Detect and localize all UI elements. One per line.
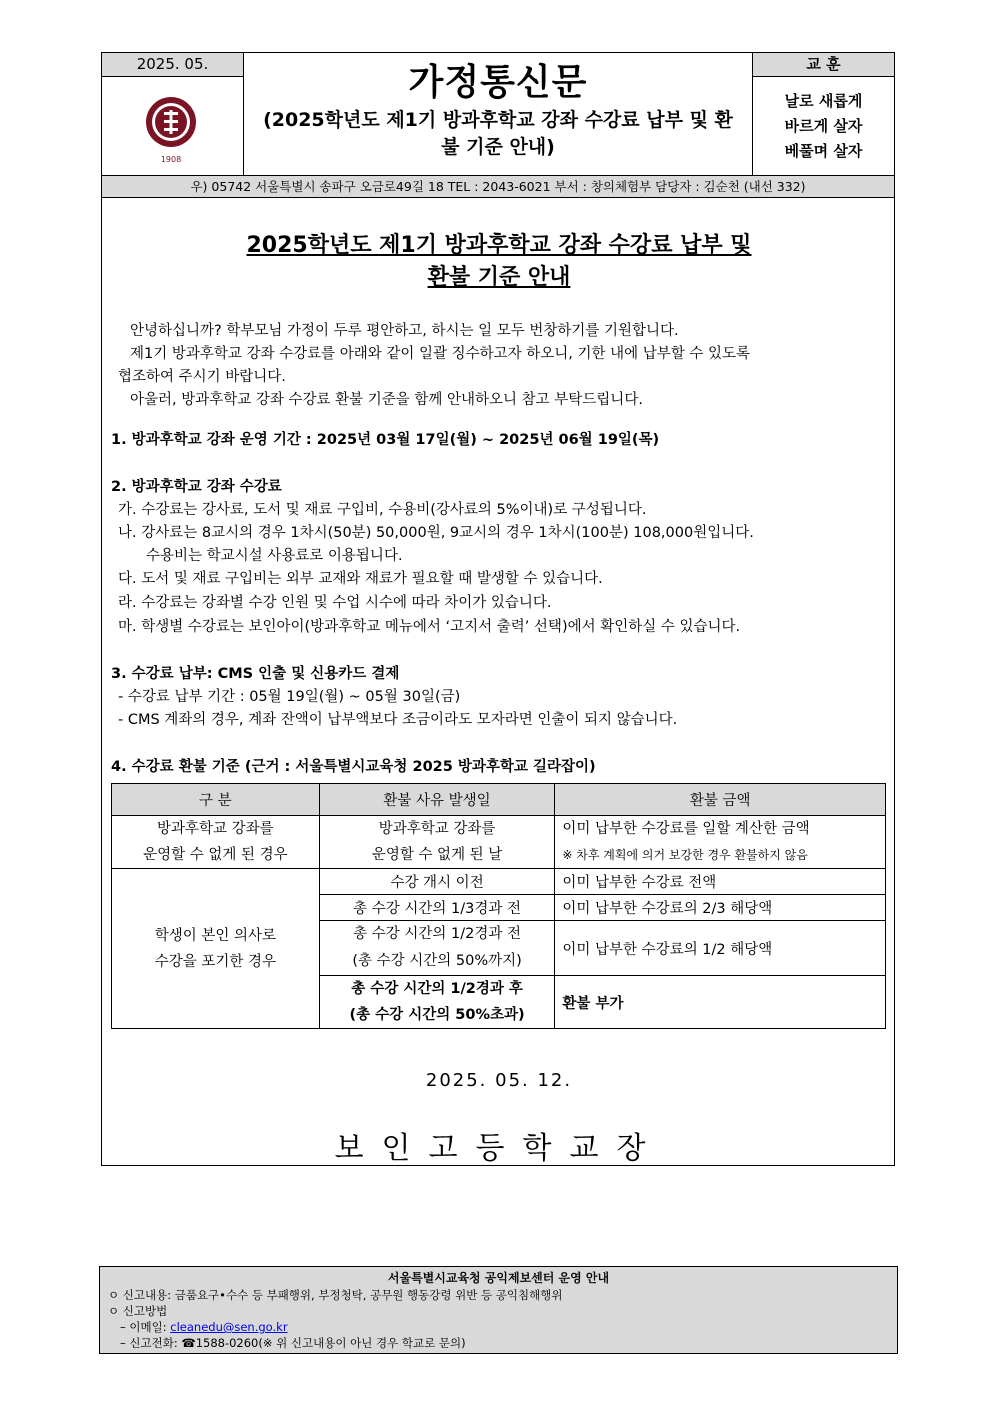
refund-criteria-table [111,783,886,1029]
email-link[interactable]: cleanedu@sen.go.kr [170,1320,288,1334]
notice-line: ㅇ 신고내용: 금품요구•수수 등 부패행위, 부정청탁, 공무원 행동강령 위반 등 공익침해행위 [108,1288,563,1302]
school-emblem [102,77,244,175]
intro-line: 협조하여 주시기 바랍니다. [118,369,286,385]
document-title-line2: 환불 기준 안내 [427,265,571,290]
notice-phone-line: – 신고전화: ☎1588-0260(※ 위 신고내용이 아닌 경우 학교로 문의) [120,1336,466,1350]
notice-line: ㅇ 신고방법 [108,1304,168,1318]
section-3-item: - 수강료 납부 기간 : 05월 19일(월) ~ 05월 30일(금) [118,689,461,705]
section-1-period: 1. 방과후학교 강좌 운영 기간 : 2025년 03월 17일(월) ~ 2025년 06월 19일(목) [111,432,660,448]
table-header: 구 분 [112,784,320,816]
intro-line: 아울러, 방과후학교 강좌 수강료 환불 기준을 함께 안내하오니 참고 부탁드립니다. [130,392,643,408]
table-header: 환불 사유 발생일 [319,784,555,816]
motto-line: 베풀며 살자 [784,142,863,160]
table-header: 환불 금액 [555,784,886,816]
amount-cell: 이미 납부한 수강료를 일할 계산한 금액 ※ 차후 계획에 의거 보강한 경우 환불하지 않음 [555,816,886,869]
category-cell: 학생이 본인 의사로 수강을 포기한 경우 [112,869,320,1029]
letter-body [101,198,895,1166]
section-2-item: 다. 도서 및 재료 구입비는 외부 교재와 재료가 필요할 때 발생할 수 있습니다. [118,571,603,587]
amount-note: ※ 차후 계획에 의거 보강한 경우 환불하지 않음 [562,848,808,862]
intro-line: 안녕하십니까? 학부모님 가정이 두루 평안하고, 하시는 일 모두 번창하기를 기원합니다. [130,323,679,339]
document-title-line1: 2025학년도 제1기 방과후학교 강좌 수강료 납부 및 [246,233,752,258]
amount-cell: 환불 부가 [555,976,886,1029]
letter-header [101,52,895,176]
school-emblem-icon [102,77,242,175]
reason-cell: 총 수강 시간의 1/2경과 후 (총 수강 시간의 50%초과) [319,976,555,1029]
table-header-row [112,784,886,816]
section-4-title: 4. 수강료 환불 기준 (근거 : 서울특별시교육청 2025 방과후학교 길라잡이) [111,759,596,775]
section-2-item: 가. 수강료는 강사료, 도서 및 재료 구입비, 수용비(강사료의 5%이내)로 구성됩니다. [118,502,647,518]
section-2-item: 마. 학생별 수강료는 보인아이(방과후학교 메뉴에서 ‘고지서 출력’ 선택)에서 확인하실 수 있습니다. [118,619,741,635]
amount-cell: 이미 납부한 수강료의 2/3 해당액 [555,895,886,921]
section-2-item: 수용비는 학교시설 사용료로 이용됩니다. [146,548,403,564]
motto-block [752,77,894,175]
amount-cell: 이미 납부한 수강료 전액 [555,869,886,895]
principal-signature: 보인고등학교장 [334,1131,664,1166]
header-title-block [244,53,752,175]
reason-cell: 수강 개시 이전 [319,869,555,895]
table-row [112,869,886,895]
notice-email-line: – 이메일: cleanedu@sen.go.kr [120,1320,288,1334]
signature-date: 2025. 05. 12. [425,1070,573,1091]
section-2-title: 2. 방과후학교 강좌 수강료 [111,479,282,495]
newsletter-title: 가정통신문 [408,62,588,103]
motto-line: 날로 새롭게 [784,92,863,110]
section-2-item: 나. 강사료는 8교시의 경우 1차시(50분) 50,000원, 9교시의 경우 1차시(100분) 108,000원입니다. [118,525,754,541]
emblem-year: 1908 [160,155,182,164]
notice-title: 서울특별시교육청 공익제보센터 운영 안내 [387,1271,610,1285]
intro-line: 제1기 방과후학교 강좌 수강료를 아래와 같이 일괄 징수하고자 하오니, 기한 내에 납부할 수 있도록 [130,346,751,362]
category-cell: 방과후학교 강좌를 운영할 수 없게 된 경우 [112,816,320,869]
motto-line: 바르게 살자 [784,117,863,135]
newsletter-subtitle: (2025학년도 제1기 방과후학교 강좌 수강료 납부 및 환불 기준 안내) [263,109,733,158]
motto-label: 교 훈 [752,53,894,77]
document-title [102,230,896,294]
reason-cell: 총 수강 시간의 1/2경과 전 (총 수강 시간의 50%까지) [319,921,555,976]
whistleblower-notice [99,1266,898,1354]
section-3-title: 3. 수강료 납부: CMS 인출 및 신용카드 결제 [111,666,400,682]
amount-cell: 이미 납부한 수강료의 1/2 해당액 [555,921,886,976]
section-2-item: 라. 수강료는 강좌별 수강 인원 및 수업 시수에 따라 차이가 있습니다. [118,595,552,611]
issue-date: 2025. 05. [102,53,244,77]
address-bar: 우) 05742 서울특별시 송파구 오금로49길 18 TEL : 2043-6021 부서 : 창의체험부 담당자 : 김순천 (내선 332) [101,176,895,198]
reason-cell: 방과후학교 강좌를 운영할 수 없게 된 날 [319,816,555,869]
section-3-item: - CMS 계좌의 경우, 계좌 잔액이 납부액보다 조금이라도 모자라면 인출이 되지 않습니다. [118,712,678,728]
table-row [112,816,886,869]
reason-cell: 총 수강 시간의 1/3경과 전 [319,895,555,921]
